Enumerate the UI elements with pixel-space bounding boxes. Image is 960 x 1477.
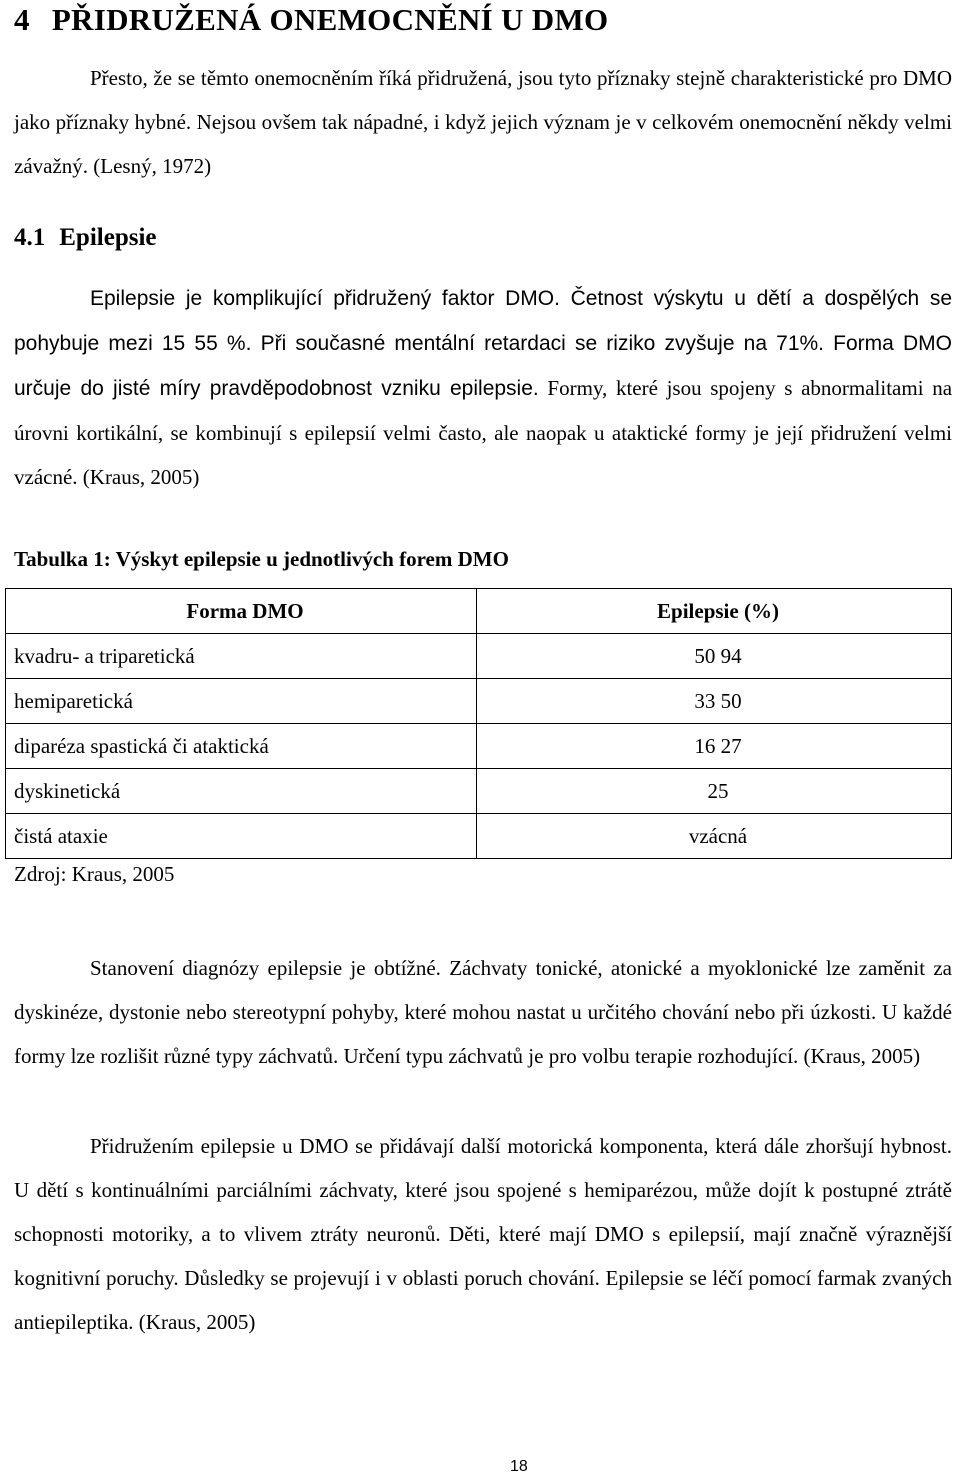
- table-row: [6, 814, 952, 859]
- intro-paragraph: Přesto, že se těmto onemocněním říká přidružená, jsou tyto příznaky stejně charakteristické pro DMO jako příznaky hybné. Nejsou ovšem tak nápadné, i když jejich význam je v celkovém onemocnění někdy velmi závažný. (Lesný, 1972): [14, 66, 952, 178]
- consequences-paragraph: Přidružením epilepsie u DMO se přidávají další motorická komponenta, která dále zhoršují hybnost. U dětí s kontinuálními parciálními záchvaty, které jsou spojené s hemiparézou, může dojít k postupné ztrátě schopnosti motoriky, a to vlivem ztráty neuronů. Děti, které mají DMO s epilepsií, mají značně výraznější kognitivní poruchy. Důsledky se projevují i v oblasti poruch chování. Epilepsie se léčí pomocí farmak zvaných antiepileptika. (Kraus, 2005): [14, 1134, 952, 1334]
- chapter-title: PŘIDRUŽENÁ ONEMOCNĚNÍ U DMO: [51, 2, 609, 37]
- epilepsy-paragraph-sans-part: Epilepsie je komplikující přidružený faktor DMO. Četnost výskytu u dětí a dospělých se pohybuje mezi 15 55 %. Při současné mentální retardaci se riziko zvyšuje na 71%. Forma DMO určuje do jisté míry pravděpodobnost vzniku epilepsie.: [14, 287, 952, 400]
- table-cell-value: 50 94: [477, 634, 952, 679]
- table-cell-form: diparéza spastická či ataktická: [6, 724, 477, 769]
- section-title: Epilepsie: [59, 224, 157, 251]
- epilepsy-table: [5, 588, 952, 859]
- table-cell-value: vzácná: [477, 814, 952, 859]
- table-header-form: Forma DMO: [6, 589, 477, 634]
- table-cell-value: 33 50: [477, 679, 952, 724]
- table-cell-value: 16 27: [477, 724, 952, 769]
- table-header-epilepsy: Epilepsie (%): [477, 589, 952, 634]
- table-header-row: [6, 589, 952, 634]
- table-cell-form: kvadru- a triparetická: [6, 634, 477, 679]
- section-heading: [14, 224, 157, 252]
- page-number: 18: [510, 1458, 528, 1475]
- table-row: [6, 679, 952, 724]
- table-row: [6, 769, 952, 814]
- diagnosis-paragraph: Stanovení diagnózy epilepsie je obtížné. Záchvaty tonické, atonické a myoklonické lze zaměnit za dyskinéze, dystonie nebo stereotypní pohyby, které mohou nastat u určitého chování nebo při úzkosti. U každé formy lze rozlišit různé typy záchvatů. Určení typu záchvatů je pro volbu terapie rozhodující. (Kraus, 2005): [14, 956, 952, 1068]
- table-cell-form: dyskinetická: [6, 769, 477, 814]
- epilepsy-paragraph: [14, 276, 952, 499]
- table-row: [6, 634, 952, 679]
- chapter-heading: [14, 2, 608, 38]
- table-source: Zdroj: Kraus, 2005: [14, 862, 175, 886]
- table-cell-form: čistá ataxie: [6, 814, 477, 859]
- section-number: 4.1: [14, 224, 46, 251]
- table-caption: Tabulka 1: Výskyt epilepsie u jednotlivých forem DMO: [14, 547, 509, 571]
- table-cell-form: hemiparetická: [6, 679, 477, 724]
- table-cell-value: 25: [477, 769, 952, 814]
- table-row: [6, 724, 952, 769]
- epilepsy-paragraph-serif-part: Formy, které jsou spojeny s abnormalitami na úrovni kortikální, se kombinují s epilepsií velmi často, ale naopak u ataktické formy je její přidružení velmi vzácné. (Kraus, 2005): [14, 376, 953, 489]
- chapter-number: 4: [14, 2, 30, 37]
